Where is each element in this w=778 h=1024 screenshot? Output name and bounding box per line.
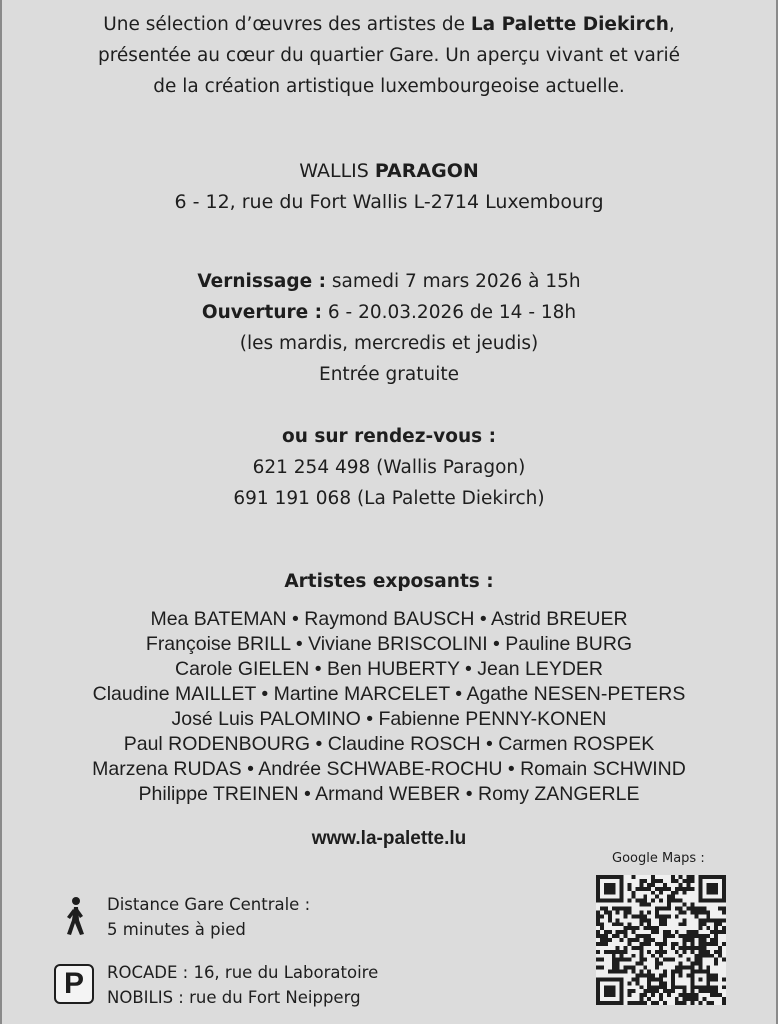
intro-line-1 [0,9,778,40]
intro-text: Une sélection d’œuvres des artistes de [103,14,471,35]
phone-palette[interactable]: 691 191 068 (La Palette Diekirch) [233,488,545,509]
parking-nobilis: NOBILIS : rue du Fort Neipperg [107,988,361,1007]
artist-line: Marzena RUDAS • Andrée SCHWABE-ROCHU • Romain SCHWIND [92,758,686,780]
parking-rocade: ROCADE : 16, rue du Laboratoire [107,963,379,982]
artist-line: Françoise BRILL • Viviane BRISCOLINI • Pauline BURG [145,633,633,655]
intro-line-3: de la création artistique luxembourgeoise actuelle. [153,76,625,97]
venue-name [0,156,778,187]
vernissage-label: Vernissage : [197,271,326,292]
intro-comma: , [668,14,675,35]
ouverture [0,297,778,328]
venue-name-bold: PARAGON [374,160,479,182]
vernissage-value: samedi 7 mars 2026 à 15h [326,271,581,292]
artist-line: Carole GIELEN • Ben HUBERTY • Jean LEYDER [174,658,604,680]
opening-days: (les mardis, mercredis et jeudis) [239,333,539,354]
qr-label: Google Maps : [612,851,705,866]
org-name: La Palette Diekirch [470,14,669,35]
artists-heading [0,566,778,597]
entry-note: Entrée gratuite [319,364,459,385]
ouverture-label: Ouverture : [201,302,322,323]
appointment-heading-text: ou sur rendez-vous : [282,426,496,447]
artist-line: José Luis PALOMINO • Fabienne PENNY-KONEN [171,708,607,730]
parking-icon: P [54,964,94,1004]
artist-line: Philippe TREINEN • Armand WEBER • Romy ZANGERLE [138,783,640,805]
vernissage [0,266,778,297]
website-link[interactable]: www.la-palette.lu [311,828,467,849]
artist-line: Mea BATEMAN • Raymond BAUSCH • Astrid BREUER [150,608,628,630]
appointment-heading [0,421,778,452]
venue-name-prefix: WALLIS [299,160,375,182]
phone-wallis[interactable]: 621 254 498 (Wallis Paragon) [252,457,526,478]
venue-address: 6 - 12, rue du Fort Wallis L-2714 Luxembourg [174,191,604,213]
distance-value: 5 minutes à pied [107,920,246,939]
artist-line: Paul RODENBOURG • Claudine ROSCH • Carmen ROSPEK [123,733,655,755]
ouverture-value: 6 - 20.03.2026 de 14 - 18h [322,302,577,323]
distance-label: Distance Gare Centrale : [107,895,311,914]
artists-heading-text: Artistes exposants : [284,571,494,592]
intro-line-2: présentée au cœur du quartier Gare. Un aperçu vivant et varié [97,45,680,66]
artist-line: Claudine MAILLET • Martine MARCELET • Agathe NESEN-PETERS [92,683,686,705]
walking-person-icon [62,896,88,936]
qr-code-icon[interactable] [596,875,726,1005]
